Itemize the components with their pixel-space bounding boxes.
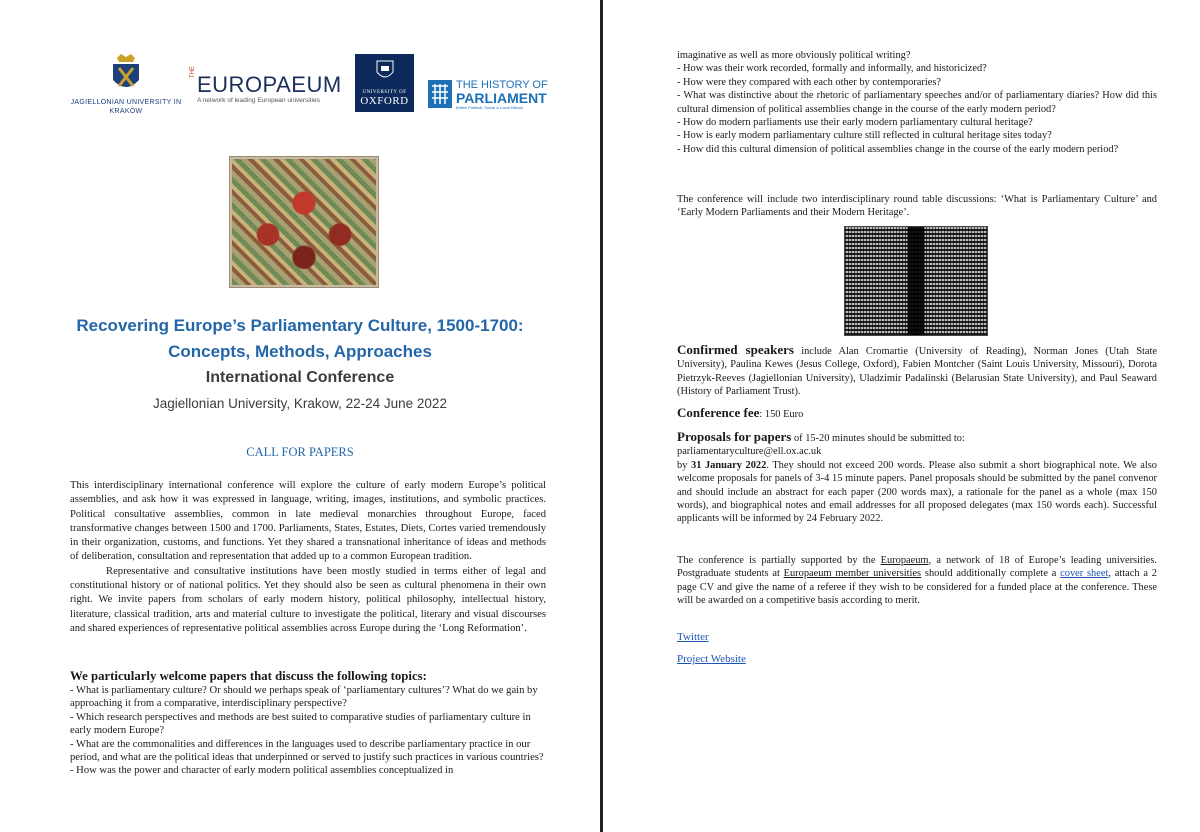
europaeum-subtitle: A network of leading European universities	[197, 97, 320, 104]
intro-paragraph-1: This interdisciplinary international conference will explore the culture of early modern Europe’s political assemblies, and ask how it was expressed in language, writing, images, institutions, and symbolic practices. Political consultative assemblies, common in late medieval monarchies throughout Europe, faced transformative changes between 1500 and 1700. Parliaments, States, Estates, Diets, Cortes varied tremendously in their organization, customs, and functions. Yet they shared a transnational inheritance of ideas and methods of deliberation, consultation and representation that added up to a common European tradition.	[70, 480, 546, 563]
intro-paragraph-2: Representative and consultative institutions have been mostly studied in terms either of legal and constitutional history or of national politics. Yet they should also be seen as cultural phenomena in their own right. We invite papers from scholars of early modern history, political philosophy, intellectual history, literature, classical tradition, arts and material culture to investigate the political, literary and visual discourses and shared experiences of representative political assemblies across Europe during the ‘Long Reformation’.	[70, 565, 546, 634]
proposals-text1: of 15-20 minutes should be submitted to:	[791, 433, 965, 444]
proposals-deadline: 31 January 2022	[691, 459, 767, 471]
medieval-painting-image	[230, 157, 378, 287]
europaeum-the: THE	[190, 66, 196, 78]
intro-text	[70, 479, 546, 636]
hop-line1: THE HISTORY OF	[456, 79, 548, 91]
jagiellonian-logo	[66, 52, 186, 122]
topics-heading: We particularly welcome papers that discuss the following topics:	[70, 669, 427, 683]
oxford-uni-label: UNIVERSITY OF	[362, 90, 407, 95]
oxford-crest-icon	[376, 60, 394, 82]
parliament-engraving-image	[844, 226, 988, 336]
fee-text: : 150 Euro	[759, 409, 804, 420]
support-text3: should additionally complete a	[921, 568, 1061, 580]
topic-item: - What is parliamentary culture? Or should we perhaps speak of ‘parliamentary cultures’? What do we gain by approaching it from a comparative, interdisciplinary perspective?	[70, 685, 538, 710]
portcullis-icon	[428, 80, 452, 108]
europaeum-logo	[190, 66, 346, 112]
europaeum-name: EUROPAEUM	[197, 72, 342, 97]
fee-heading: Conference fee	[677, 405, 760, 420]
proposals-section	[677, 430, 1157, 526]
funding-support-text	[677, 554, 1157, 608]
topic-item: - Which research perspectives and methods are best suited to comparative studies of parliamentary culture in early modern Europe?	[70, 711, 531, 737]
proposals-email[interactable]: parliamentaryculture@ell.ox.ac.uk	[677, 446, 822, 458]
crest-icon	[109, 52, 143, 96]
topics-list-left	[70, 684, 550, 778]
right-page	[604, 0, 1200, 832]
topic-item: - What are the commonalities and differences in the languages used to describe parliamentary practice in our period, and what are the political ideas that underpinned or served to justify such practices in various countries?	[70, 738, 544, 764]
hop-line2: PARLIAMENT	[456, 90, 547, 106]
hop-line3: British Political, Social & Local History	[456, 105, 524, 110]
support-text2: , a network of 18 of Europe’s leading universities. Postgraduate students at	[677, 555, 1157, 580]
conference-subtitle: International Conference	[205, 369, 395, 386]
conference-fee	[677, 406, 1157, 421]
proposals-by: by	[677, 459, 691, 471]
topic-item: - How were they compared with each other by contemporaries?	[677, 76, 941, 88]
europaeum-link[interactable]: Europaeum	[880, 555, 929, 566]
jagiellonian-name: JAGIELLONIAN UNIVERSITY IN KRAKÓW	[70, 99, 182, 115]
call-for-papers-heading: CALL FOR PAPERS	[246, 445, 354, 459]
topic-item: - What was distinctive about the rhetoric of parliamentary speeches and/or of parliamentary diaries? How did this cultural dimension of political assemblies change in the course of the early modern period?	[677, 90, 1157, 115]
topic-item: - How was the power and character of early modern political assemblies conceptualized in	[70, 765, 454, 777]
topic-item: - How is early modern parliamentary culture still reflected in cultural heritage sites today?	[677, 130, 1052, 142]
topic-item: - How did this cultural dimension of political assemblies change in the course of the early modern period?	[677, 143, 1119, 155]
twitter-link[interactable]: Twitter	[677, 631, 709, 643]
topic-item: imaginative as well as more obviously political writing?	[677, 50, 911, 61]
confirmed-speakers	[677, 343, 1157, 399]
oxford-name: OXFORD	[360, 95, 409, 107]
topics-list-right	[677, 49, 1157, 156]
history-of-parliament-logo	[428, 80, 558, 110]
round-tables-text: The conference will include two interdisciplinary round table discussions: ‘What is Parliamentary Culture’ and ‘Early Modern Parliaments and their Modern Heritage’.	[677, 194, 1157, 219]
project-website-link[interactable]: Project Website	[677, 653, 746, 665]
conference-venue-date: Jagiellonian University, Krakow, 22-24 June 2022	[153, 396, 447, 411]
speakers-heading: Confirmed speakers	[677, 342, 794, 357]
topic-item: - How do modern parliaments use their early modern parliamentary cultural heritage?	[677, 117, 1033, 129]
member-universities-link[interactable]: Europaeum member universities	[783, 568, 922, 580]
support-text1: The conference is partially supported by the	[677, 555, 881, 566]
speakers-text: include Alan Cromartie (University of Reading), Norman Jones (Utah State University), Paulina Kewes (Jesus College, Oxford), Fabien Montcher (Saint Louis University, Missouri), Dorota Pietrzyk-Reeves (Jagiellonian University), Uladzimir Padalinski (Belarusian State University), and Paul Seaward (History of Parliament Trust).	[677, 346, 1157, 398]
cover-sheet-link[interactable]: cover sheet	[1060, 568, 1109, 580]
topic-item: - How was their work recorded, formally and informally, and historicized?	[677, 63, 987, 75]
proposals-text2: . They should not exceed 200 words. Please also submit a short biographical note. We also welcome proposals for panels of 3-4 15 minute papers. Panel proposals should be submitted by the panel convenor and should include an abstract for each paper (200 words max), a rationale for the panel as a whole (max 150 words), and biographical notes and email addresses for all proposed delegates (max 150 words each). Successful applicants will be informed by 24 February 2022.	[677, 459, 1157, 525]
proposals-heading: Proposals for papers	[677, 429, 792, 444]
oxford-logo	[355, 54, 414, 112]
page-divider	[600, 0, 603, 832]
support-text4: , attach a 2 page CV and give the name of a referee if they wish to be considered for a funded place at the conference. These will be awarded on a competitive basis according to merit.	[677, 568, 1157, 607]
conference-title-line2: Concepts, Methods, Approaches	[168, 342, 432, 361]
conference-title-line1: Recovering Europe’s Parliamentary Culture, 1500-1700:	[76, 316, 524, 335]
